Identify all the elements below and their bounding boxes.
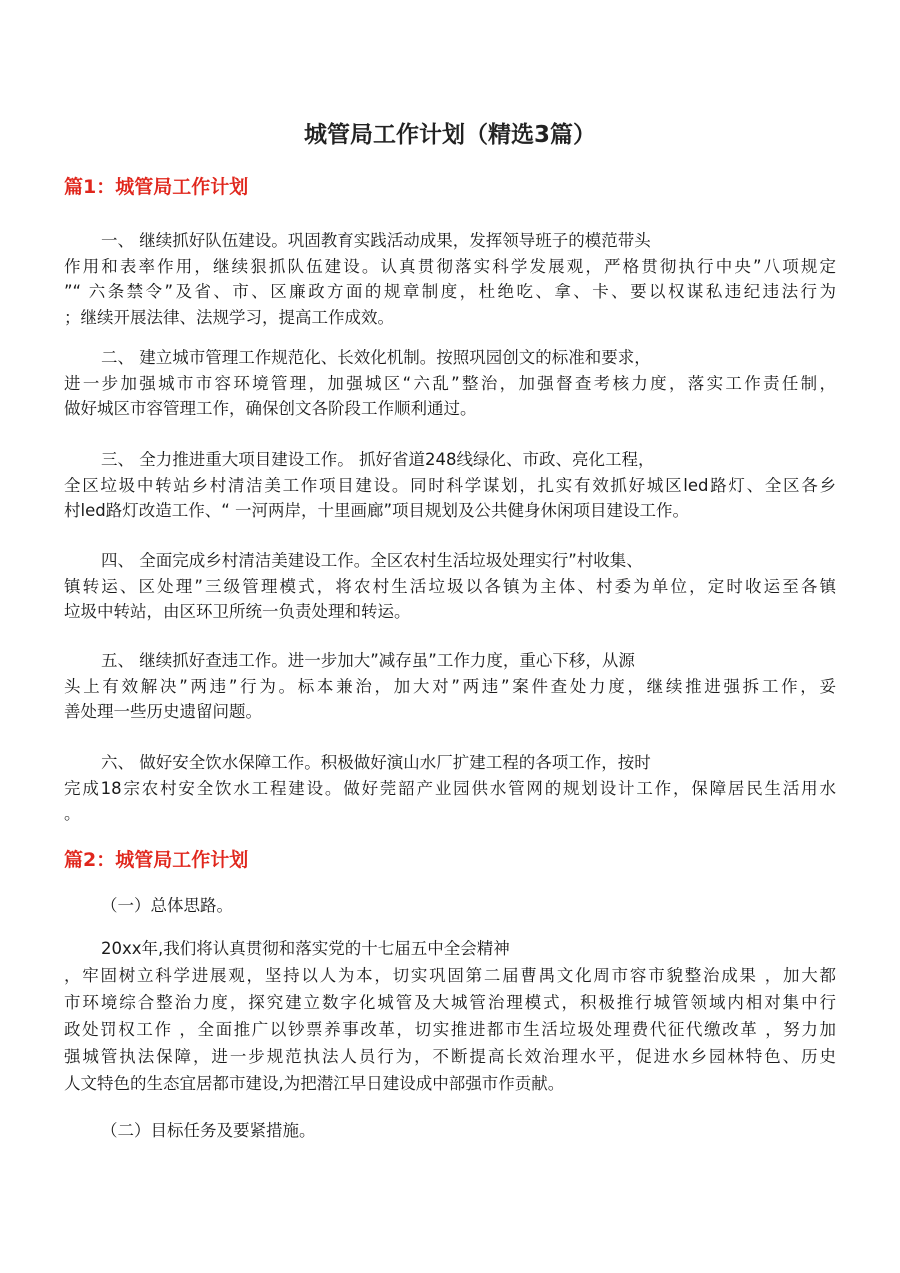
paragraph [64,345,836,422]
paragraph [64,447,836,524]
paragraph-line: 四、 全面完成乡村清洁美建设工作。全区农村生活垃圾处理实行”村收集、 [101,551,643,570]
paragraph-line: 三、 全力推进重大项目建设工作。 抓好省道248线绿化、市政、亮化工程， [101,450,655,469]
section-heading: 篇2：城管局工作计划 [64,849,249,871]
paragraph-line: 村led路灯改造工作、“ 一河两岸，十里画廊”项目规划及公共健身休闲项目建设工作。 [64,501,690,520]
paragraph-line: 强城管执法保障，进一步规范执法人员行为，不断提高长效治理水平，促进水乡园林特色、历史 [64,1047,836,1066]
paragraph-line: 市环境综合整治力度，探究建立数字化城管及大城管治理模式，积极推行城管领域内相对集中行 [64,993,836,1012]
section-heading: 篇1：城管局工作计划 [64,176,249,198]
paragraph-line: 全区垃圾中转站乡村清洁美工作项目建设。同时科学谋划，扎实有效抓好城区led路灯、全区各乡 [64,475,836,495]
paragraph-line: 一、 继续抓好队伍建设。巩固教育实践活动成果，发挥领导班子的模范带头 [101,231,651,250]
paragraph-line: 五、 继续抓好查违工作。进一步加大”减存虽”工作力度，重心下移，从源 [101,651,635,670]
paragraph [64,935,836,1097]
paragraph-line: 作用和表率作用，继续狠抓队伍建设。认真贯彻落实科学发展观，严格贯彻执行中央”八项规定 [64,256,836,276]
paragraph [64,548,836,625]
paragraph-line: 善处理一些历史遗留问题。 [64,702,262,721]
paragraph-line: 垃圾中转站，由区环卫所统一负责处理和转运。 [64,602,411,621]
paragraph-line: 人文特色的生态宜居都市建设,为把潜江早日建设成中部强市作贡献。 [64,1074,565,1093]
paragraph-line: 。 [64,804,81,823]
paragraph [64,648,836,725]
paragraph-line: 二、 建立城市管理工作规范化、长效化机制。按照巩园创文的标准和要求， [101,348,651,367]
paragraph-line: 头上有效解决”两违”行为。标本兼治，加大对”两违”案件查处力度，继续推进强拆工作，妥 [64,676,836,696]
paragraph-line: 进一步加强城市市容环境管理，加强城区“六乱”整治，加强督查考核力度，落实工作责任制， [64,373,836,393]
paragraph-line: ，牢固树立科学进展观，坚持以人为本，切实巩固第二届曹禺文化周市容市貌整治成果 ，加大都 [64,966,836,985]
paragraph-line: （一）总体思路。 [101,896,233,915]
document-title: 城管局工作计划（精选3篇） [303,122,596,148]
paragraph-line: 20xx年,我们将认真贯彻和落实党的十七届五中全会精神 [101,939,510,958]
paragraph-line: 做好城区市容管理工作，确保创文各阶段工作顺利通过。 [64,399,477,418]
paragraph-line: ；继续开展法律、法规学习，提高工作成效。 [64,307,394,327]
paragraph [64,893,836,919]
paragraph-line: 政处罚权工作 ，全面推广以钞票养事改革，切实推进都市生活垃圾处理费代征代缴改革 ，努力加 [64,1020,836,1039]
paragraph-line: （二）目标任务及要紧措施。 [101,1121,316,1140]
paragraph [64,228,836,330]
paragraph [64,1118,836,1144]
paragraph-line: ”“ 六条禁令”及省、市、区廉政方面的规章制度，杜绝吃、拿、卡、要以权谋私违纪违法行为 [64,282,836,301]
paragraph-line: 六、 做好安全饮水保障工作。积极做好演山水厂扩建工程的各项工作，按时 [101,753,651,772]
paragraph-line: 完成18宗农村安全饮水工程建设。做好莞韶产业园供水管网的规划设计工作，保障居民生活用水 [64,778,836,798]
paragraph-line: 镇转运、区处理”三级管理模式，将农村生活垃圾以各镇为主体、村委为单位，定时收运至各镇 [64,576,836,596]
paragraph [64,750,836,827]
